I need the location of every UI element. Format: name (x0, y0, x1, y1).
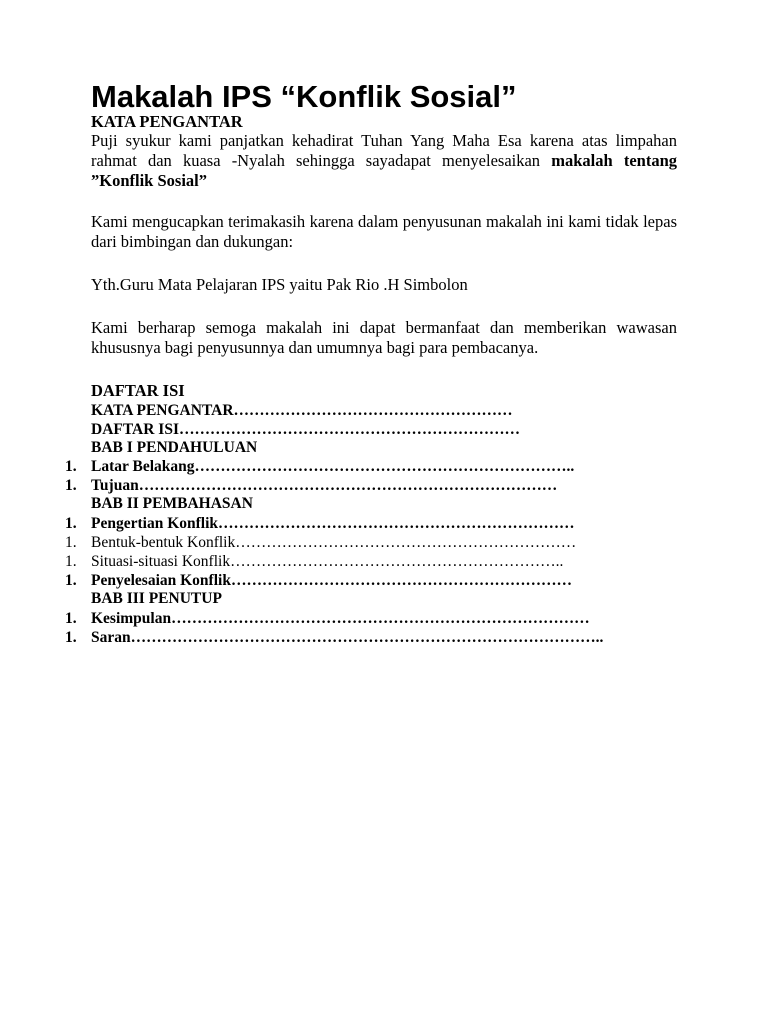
toc-item-number: 1. (65, 610, 77, 627)
toc-item-saran (65, 628, 671, 647)
toc-item-text: Penyelesaian Konflik………………………………………………………… (91, 572, 572, 589)
thanks-paragraph: Kami mengucapkan terimakasih karena dalam penyusunan makalah ini kami tidak lepas dari bimbingan dan dukungan: (91, 212, 677, 251)
toc-item-bentuk-konflik (65, 533, 671, 552)
toc-item-pengertian-konflik (65, 514, 671, 533)
toc-item-text: Kesimpulan……………………………………………………………………… (91, 610, 590, 627)
toc-item-text: Situasi-situasi Konflik……………………………………………………….. (91, 553, 564, 570)
toc-item-text: Tujuan……………………………………………………………………… (91, 477, 558, 494)
teacher-paragraph: Yth.Guru Mata Pelajaran IPS yaitu Pak Rio .H Simbolon (91, 275, 468, 294)
kata-pengantar-heading: KATA PENGANTAR (91, 112, 243, 131)
toc-item-text: Bentuk-bentuk Konflik………………………………………………………… (91, 534, 577, 551)
toc-item-number: 1. (65, 553, 77, 570)
toc-bab1-heading: BAB I PENDAHULUAN (91, 439, 258, 456)
toc-item-number: 1. (65, 572, 77, 589)
toc-item-number: 1. (65, 477, 77, 494)
toc-kata-pengantar: KATA PENGANTAR……………………………………………… (91, 402, 513, 419)
intro-paragraph (91, 131, 677, 191)
toc-daftar-isi: DAFTAR ISI………………………………………………………… (91, 421, 520, 438)
daftar-isi-heading: DAFTAR ISI (91, 381, 185, 400)
hope-paragraph: Kami berharap semoga makalah ini dapat bermanfaat dan memberikan wawasan khususnya bagi penyusunnya dan umumnya bagi para pembacanya. (91, 318, 677, 357)
toc-item-number: 1. (65, 458, 77, 475)
toc-item-number: 1. (65, 515, 77, 532)
toc-item-latar-belakang (65, 457, 671, 476)
toc-item-tujuan (65, 476, 671, 495)
toc-item-text: Pengertian Konflik…………………………………………………………… (91, 515, 575, 532)
intro-paragraph-bold: makalah tentang ”Konflik Sosial” (91, 151, 677, 190)
toc-bab3-heading: BAB III PENUTUP (91, 590, 222, 607)
document-title: Makalah IPS “Konflik Sosial” (91, 79, 517, 114)
toc-item-number: 1. (65, 629, 77, 646)
toc-item-number: 1. (65, 534, 77, 551)
toc-item-penyelesaian-konflik (65, 571, 671, 590)
toc-item-text: Saran……………………………………………………………………………….. (91, 629, 604, 646)
toc-item-kesimpulan (65, 609, 671, 628)
toc-item-text: Latar Belakang……………………………………………………………….. (91, 458, 575, 475)
toc-item-situasi-konflik (65, 552, 671, 571)
intro-paragraph-text: Puji syukur kami panjatkan kehadirat Tuhan Yang Maha Esa karena atas limpahan rahmat dan kuasa -Nyalah sehingga sayadapat menyelesaikan (91, 131, 677, 170)
toc-bab2-heading: BAB II PEMBAHASAN (91, 495, 253, 512)
